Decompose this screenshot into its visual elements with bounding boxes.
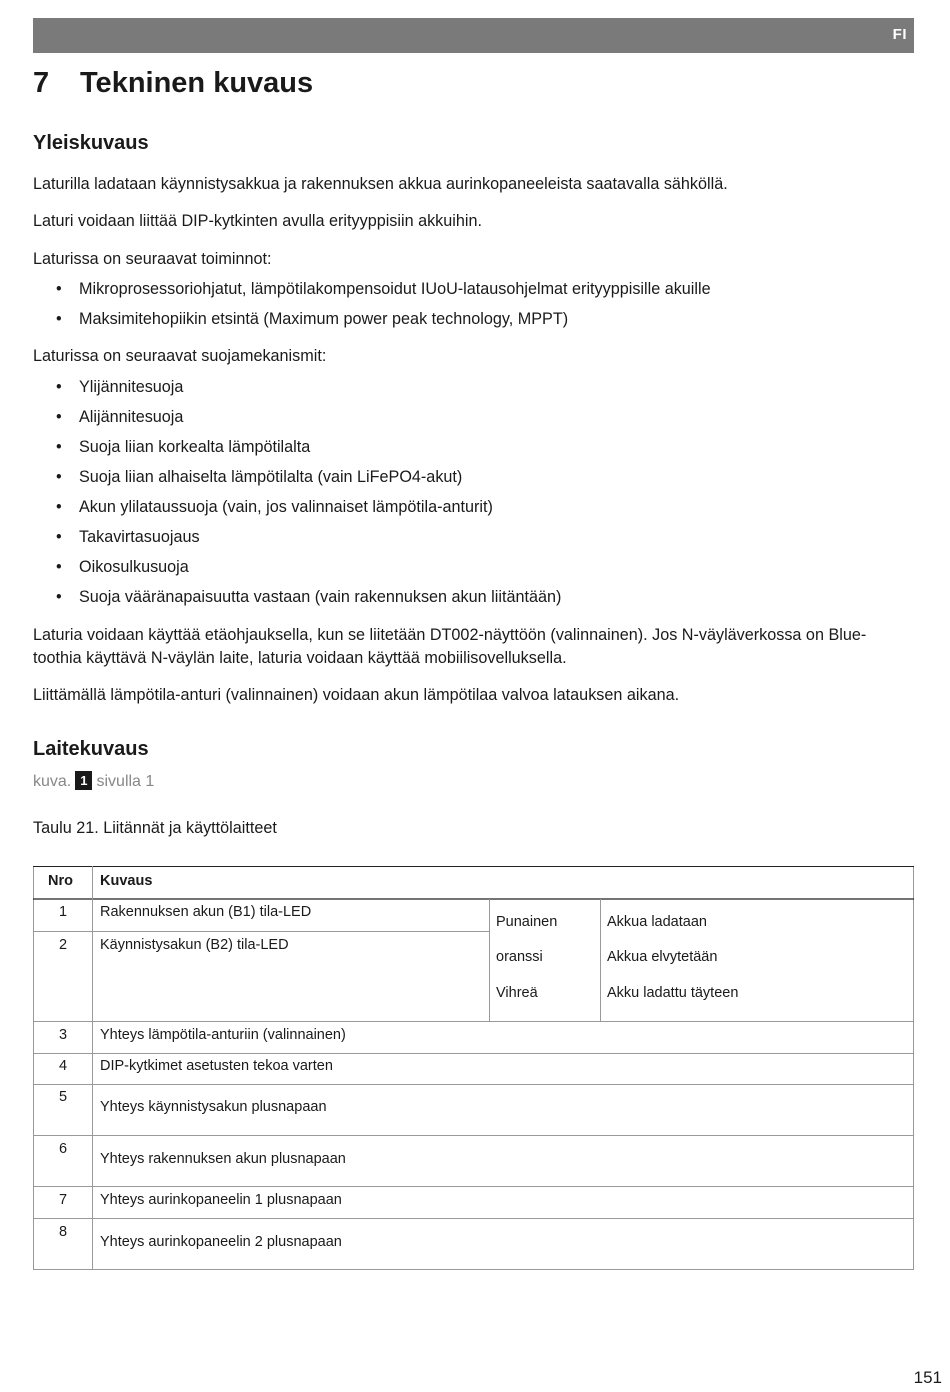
- paragraph-remote-line1: Laturia voidaan käyttää etäohjauksella, kun se liitetään DT002-näyttöön (valinnainen). Jos N-väyläverkossa on Blue-: [33, 626, 867, 644]
- list-item-text: Mikroprosessoriohjatut, lämpötilakompensoidut IUoU-latausohjelmat erityyppisille akuille: [79, 280, 711, 298]
- row-description: Yhteys aurinkopaneelin 2 plusnapaan: [100, 1234, 342, 1250]
- chapter-title-text: Tekninen kuvaus: [80, 67, 314, 99]
- language-label: FI: [892, 26, 907, 43]
- row-number: 4: [58, 1058, 68, 1074]
- connections-table: [33, 866, 914, 1270]
- figure-ref-prefix: kuva.: [33, 773, 72, 790]
- paragraph-remote: [33, 624, 913, 670]
- row-description: Käynnistysakun (B2) tila-LED: [100, 937, 289, 953]
- list-item: • Akun ylilataussuoja (vain, jos valinnaiset lämpötila-anturit): [56, 498, 493, 516]
- row-description: Yhteys lämpötila-anturiin (valinnainen): [100, 1027, 346, 1043]
- list-item-text: Ylijännitesuoja: [79, 378, 184, 396]
- row-description: Yhteys rakennuksen akun plusnapaan: [100, 1151, 346, 1167]
- led-color-green: Vihreä: [496, 985, 538, 1001]
- row-number: 1: [58, 904, 68, 920]
- list-item: • Suoja vääränapaisuutta vastaan (vain rakennuksen akun liitäntään): [56, 588, 562, 606]
- led-state-charging: Akkua ladataan: [607, 914, 707, 930]
- row-description: Yhteys käynnistysakun plusnapaan: [100, 1099, 327, 1115]
- row-number: 6: [58, 1141, 68, 1157]
- led-color-red: Punainen: [496, 914, 558, 930]
- list-item-text: Suoja liian alhaiselta lämpötilalta (vain LiFePO4-akut): [79, 468, 463, 486]
- led-state-reviving: Akkua elvytetään: [607, 949, 718, 965]
- list-item-text: Suoja vääränapaisuutta vastaan (vain rakennuksen akun liitäntään): [79, 588, 562, 606]
- row-number: 8: [58, 1224, 68, 1240]
- row-description: DIP-kytkimet asetusten tekoa varten: [100, 1058, 333, 1074]
- protection-intro: Laturissa on seuraavat suojamekanismit:: [33, 347, 327, 365]
- section-heading-overview: Yleiskuvaus: [33, 132, 149, 154]
- row-number: 7: [58, 1192, 68, 1208]
- row-description: Rakennuksen akun (B1) tila-LED: [100, 904, 312, 920]
- row-number: 3: [58, 1027, 68, 1043]
- led-color-orange: oranssi: [496, 949, 543, 965]
- page-number: 151: [913, 1368, 942, 1387]
- list-item-text: Alijännitesuoja: [79, 408, 184, 426]
- paragraph-sensor: Liittämällä lämpötila-anturi (valinnainen) voidaan akun lämpötilaa valvoa latauksen aikana.: [33, 686, 680, 704]
- list-item: • Ylijännitesuoja: [56, 378, 184, 396]
- list-item: • Oikosulkusuoja: [56, 558, 189, 576]
- led-state-full: Akku ladattu täyteen: [607, 985, 739, 1001]
- list-item: • Mikroprosessoriohjatut, lämpötilakompensoidut IUoU-latausohjelmat erityyppisille akuille: [56, 280, 711, 298]
- list-item-text: Maksimitehopiikin etsintä (Maximum power peak technology, MPPT): [79, 310, 569, 328]
- list-item-text: Akun ylilataussuoja (vain, jos valinnaiset lämpötila-anturit): [79, 498, 493, 516]
- paragraph-remote-line2: toothia käyttävä N-väylän laite, laturia voidaan käyttää mobiilisovelluksella.: [33, 649, 567, 667]
- list-item-text: Takavirtasuojaus: [79, 528, 200, 546]
- chapter-title: [33, 67, 313, 100]
- section-heading-device: Laitekuvaus: [33, 738, 149, 760]
- list-item-text: Oikosulkusuoja: [79, 558, 189, 576]
- row-number: 2: [58, 937, 68, 953]
- table-caption: Taulu 21. Liitännät ja käyttölaitteet: [33, 819, 277, 837]
- figure-ref-suffix: sivulla 1: [96, 773, 155, 790]
- paragraph-intro: Laturilla ladataan käynnistysakkua ja rakennuksen akkua aurinkopaneeleista saatavalla sähköllä.: [33, 175, 728, 193]
- list-item-text: Suoja liian korkealta lämpötilalta: [79, 438, 311, 456]
- list-item: • Takavirtasuojaus: [56, 528, 200, 546]
- row-description: Yhteys aurinkopaneelin 1 plusnapaan: [100, 1192, 342, 1208]
- row-number: 5: [58, 1089, 68, 1105]
- header-bar: [33, 18, 914, 53]
- list-item: • Maksimitehopiikin etsintä (Maximum power peak technology, MPPT): [56, 310, 569, 328]
- table-header-nro: Nro: [48, 873, 73, 889]
- chapter-number: 7: [33, 67, 50, 99]
- features-intro: Laturissa on seuraavat toiminnot:: [33, 250, 272, 268]
- list-item: • Suoja liian korkealta lämpötilalta: [56, 438, 311, 456]
- list-item: • Suoja liian alhaiselta lämpötilalta (vain LiFePO4-akut): [56, 468, 463, 486]
- paragraph-dip: Laturi voidaan liittää DIP-kytkinten avulla erityyppisiin akkuihin.: [33, 212, 482, 230]
- table-header-kuvaus: Kuvaus: [100, 873, 153, 889]
- figure-reference[interactable]: [33, 771, 154, 791]
- list-item: • Alijännitesuoja: [56, 408, 184, 426]
- figure-number-badge: 1: [75, 771, 92, 790]
